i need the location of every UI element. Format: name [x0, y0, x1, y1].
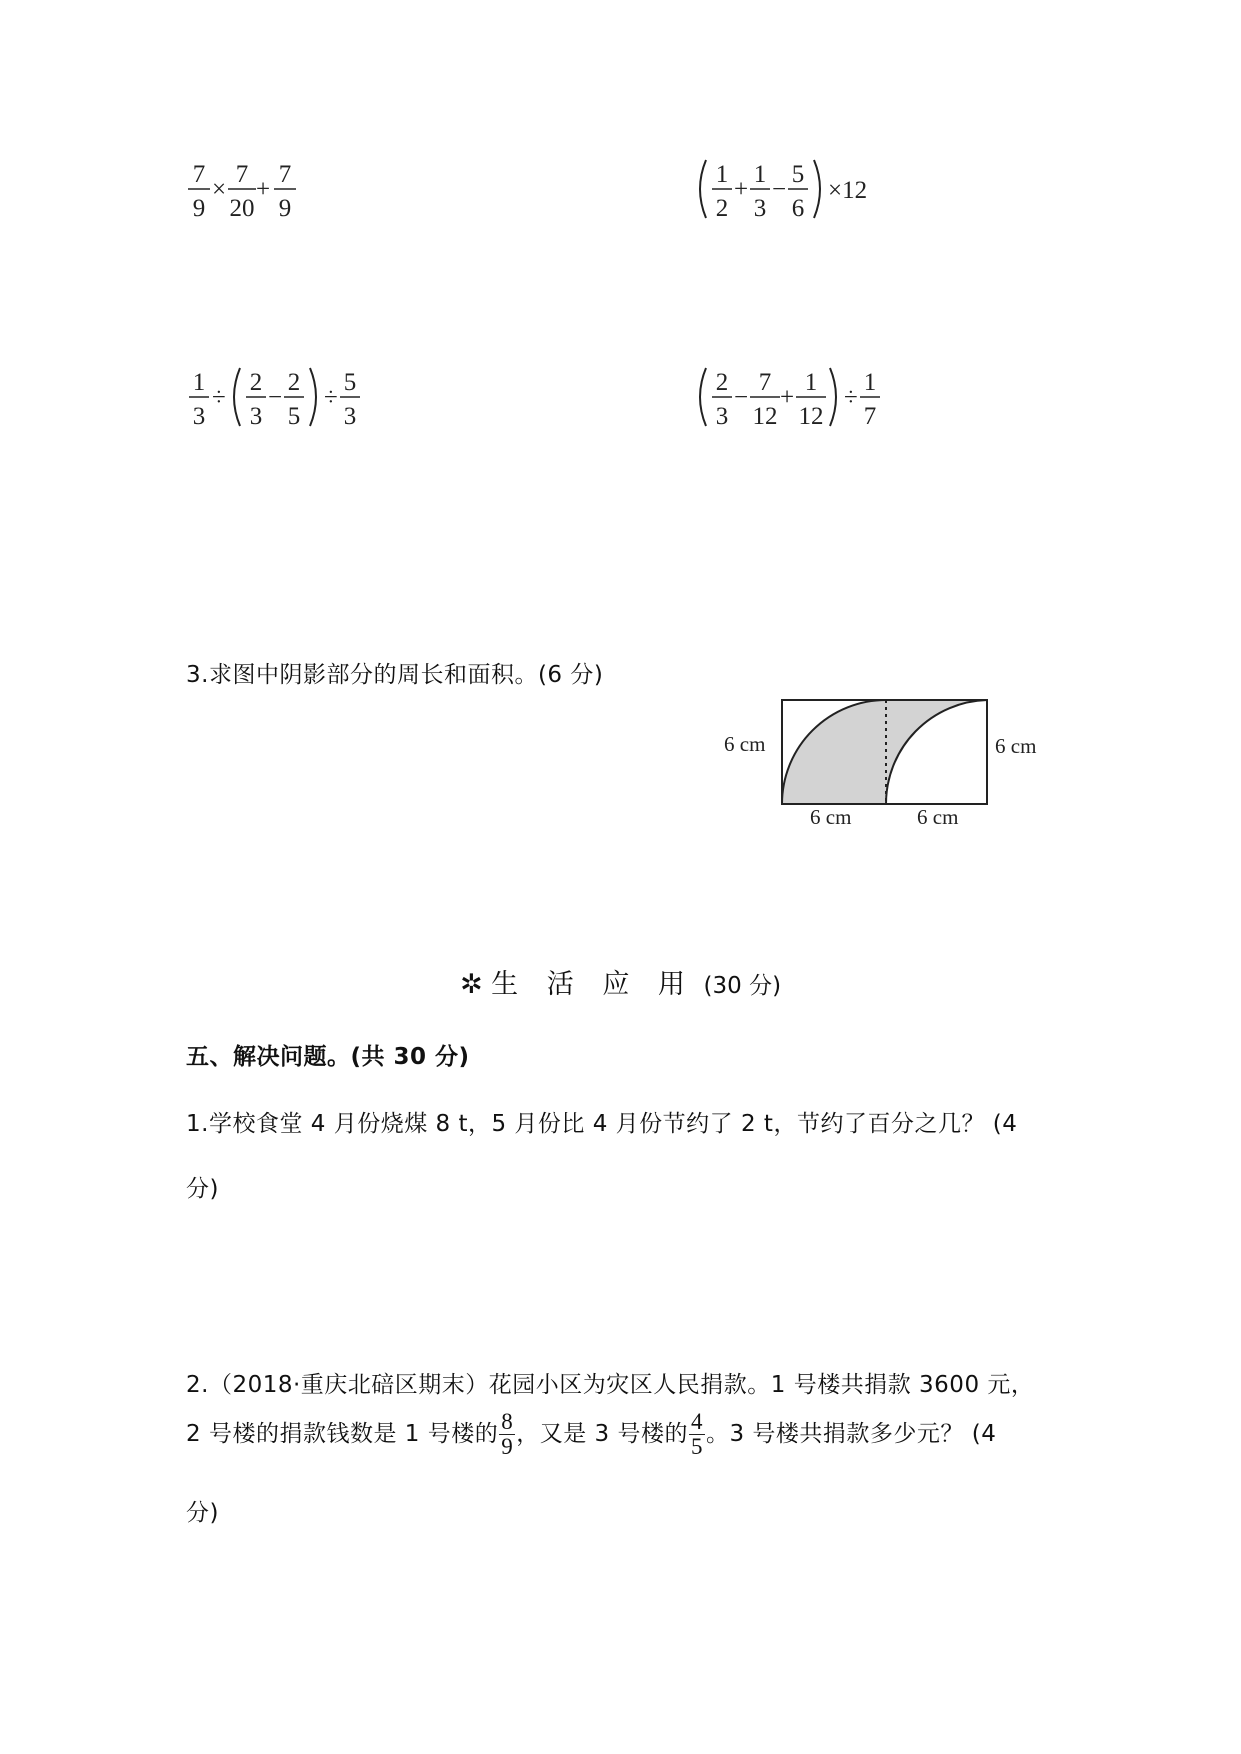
svg-text:9: 9: [278, 195, 292, 222]
problem-2-text-a: 2 号楼的捐款钱数是 1 号楼的: [186, 1421, 499, 1448]
problem-1-line-2: 分): [186, 1176, 219, 1202]
svg-text:7: 7: [863, 403, 877, 430]
section-points: (30 分): [703, 973, 782, 999]
svg-text:7: 7: [192, 161, 206, 188]
svg-text:1: 1: [192, 369, 206, 396]
fraction-4-5: $\frac{4}{5}$: [690, 1409, 703, 1460]
svg-text:×12: ×12: [828, 177, 868, 204]
svg-text:÷: ÷: [844, 384, 858, 411]
svg-text:−: −: [772, 176, 787, 203]
svg-text:÷: ÷: [212, 384, 226, 411]
svg-text:−: −: [268, 384, 283, 411]
problem-1-line-1: 1.学校食堂 4 月份烧煤 8 t，5 月份比 4 月份节约了 2 t，节约了百分之几？ (4: [186, 1111, 1018, 1137]
svg-text:7: 7: [758, 369, 772, 396]
svg-text:2: 2: [715, 369, 729, 396]
problem-2-line-3: 分): [186, 1500, 219, 1526]
svg-text:−: −: [734, 384, 749, 411]
svg-text:1: 1: [863, 369, 877, 396]
expression-4: [692, 360, 892, 435]
svg-text:+: +: [256, 176, 271, 203]
svg-text:5: 5: [287, 403, 301, 430]
svg-text:5: 5: [791, 161, 805, 188]
question-3-text: 3.求图中阴影部分的周长和面积。(6 分): [186, 662, 604, 688]
shaded-figure: [722, 692, 1062, 846]
svg-text:3: 3: [715, 403, 729, 430]
svg-text:5: 5: [343, 369, 357, 396]
svg-text:+: +: [734, 176, 749, 203]
problem-2-text-c: 。3 号楼共捐款多少元？ (4: [705, 1421, 997, 1448]
section-title: [0, 962, 1241, 1001]
svg-text:3: 3: [753, 195, 767, 222]
svg-text:3: 3: [343, 403, 357, 430]
label-bottom-left: 6 cm: [810, 805, 852, 829]
svg-text:7: 7: [278, 161, 292, 188]
problem-2-text-b: ，又是 3 号楼的: [516, 1421, 688, 1448]
section-title-text: 生 活 应 用: [491, 969, 695, 1000]
svg-text:20: 20: [229, 195, 255, 222]
expression-3: [180, 360, 370, 435]
svg-text:6: 6: [791, 195, 805, 222]
svg-text:3: 3: [249, 403, 263, 430]
label-left: 6 cm: [724, 732, 766, 756]
svg-text:7: 7: [235, 161, 249, 188]
svg-text:2: 2: [287, 369, 301, 396]
svg-text:2: 2: [249, 369, 263, 396]
flower-icon: ✲: [459, 969, 483, 1000]
expression-2: [692, 152, 902, 227]
svg-text:12: 12: [752, 403, 778, 430]
label-bottom-right: 6 cm: [917, 805, 959, 829]
svg-text:12: 12: [798, 403, 824, 430]
svg-text:×: ×: [212, 176, 227, 203]
problem-2-line-1: 2.（2018·重庆北碚区期末）花园小区为灾区人民捐款。1 号楼共捐款 3600 元，: [186, 1372, 1035, 1398]
svg-text:1: 1: [804, 369, 818, 396]
fraction-8-9: $\frac{8}{9}$: [501, 1409, 514, 1460]
problem-2-line-2: [186, 1410, 996, 1459]
label-right: 6 cm: [995, 734, 1037, 758]
svg-text:9: 9: [192, 195, 206, 222]
svg-text:1: 1: [715, 161, 729, 188]
svg-text:+: +: [780, 384, 795, 411]
svg-text:3: 3: [192, 403, 206, 430]
svg-text:1: 1: [753, 161, 767, 188]
shaded-region: [782, 700, 987, 804]
svg-text:2: 2: [715, 195, 729, 222]
expression-1: [180, 152, 310, 227]
svg-text:÷: ÷: [324, 384, 338, 411]
part-5-heading: 五、解决问题。(共 30 分): [186, 1044, 470, 1070]
